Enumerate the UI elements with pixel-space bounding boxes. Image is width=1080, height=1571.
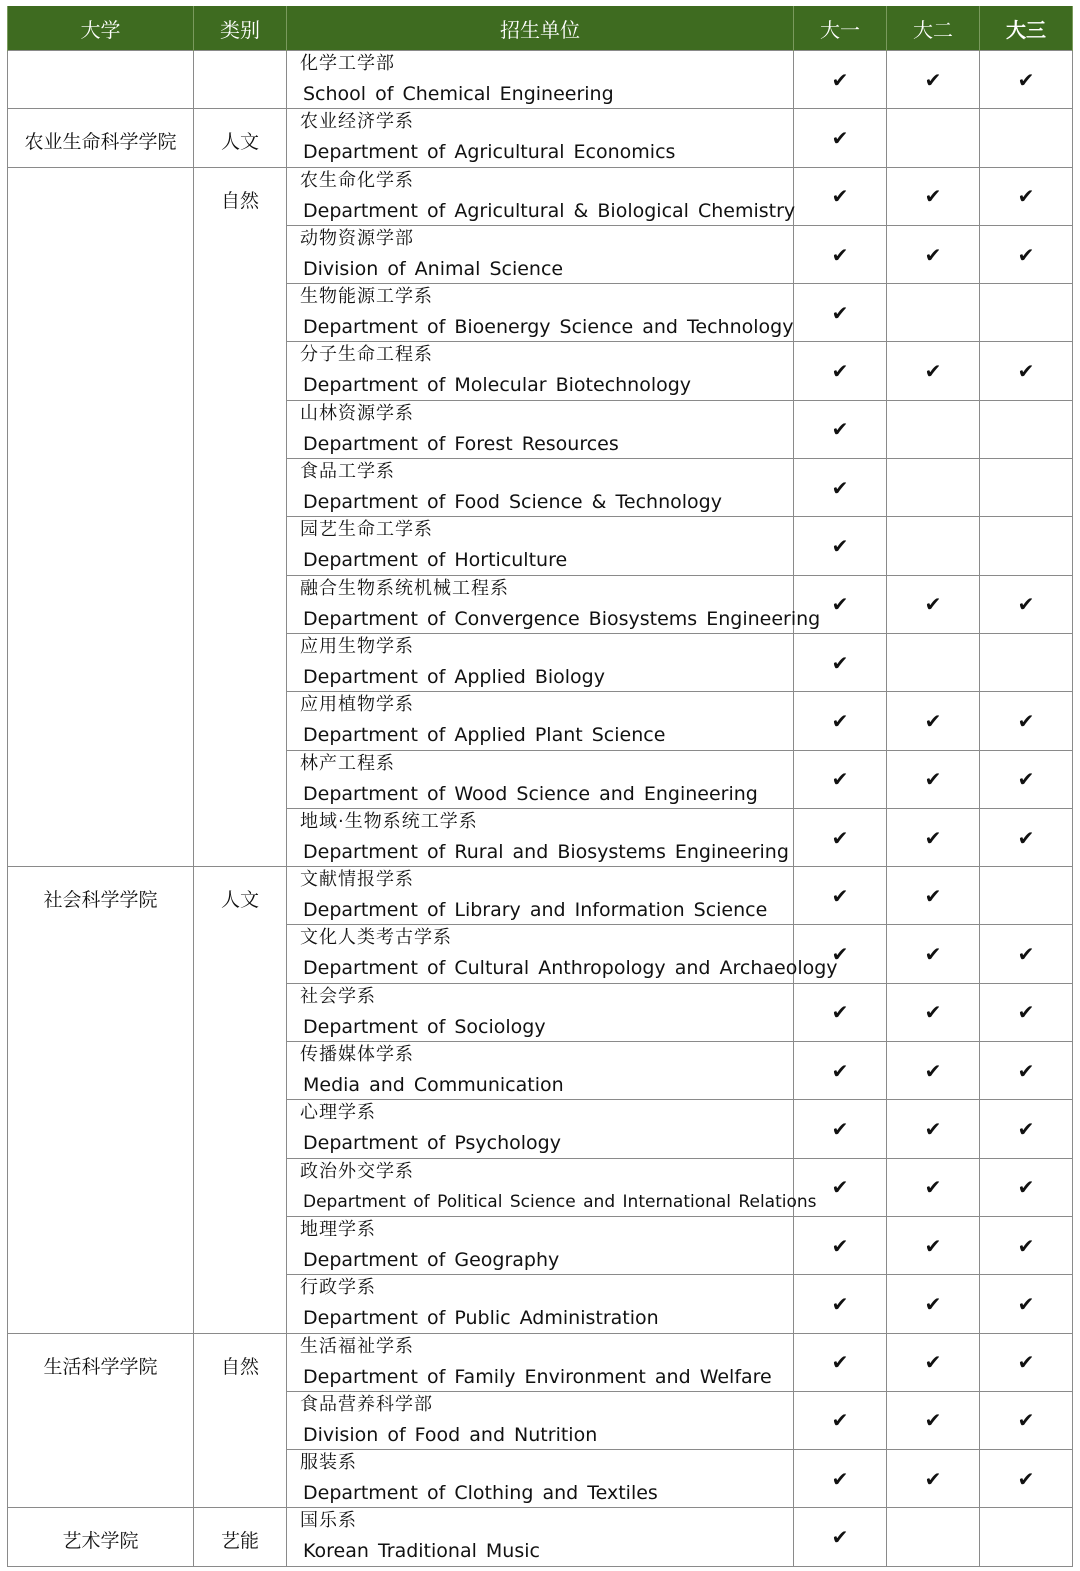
unit-name-en: Division of Food and Nutrition — [303, 1423, 598, 1446]
year1-check: ✔ — [794, 1216, 887, 1274]
unit-name-cn: 心理学系 — [300, 1102, 376, 1124]
unit-name-cn: 地理学系 — [300, 1218, 376, 1240]
unit-name-cn: 文化人类考古学系 — [300, 927, 452, 949]
year1-check: ✔ — [794, 1100, 887, 1158]
unit-cell — [287, 1042, 794, 1100]
header-category: 类别 — [194, 6, 287, 51]
category-cell: 人文 — [194, 109, 287, 167]
year3-check: ✔ — [980, 342, 1073, 400]
unit-name-en: Department of Sociology — [303, 1015, 546, 1038]
year2-check: ✔ — [887, 575, 980, 633]
unit-name-cn: 园艺生命工学系 — [300, 519, 433, 541]
year2-check — [887, 633, 980, 691]
year2-check — [887, 1508, 980, 1566]
year3-check — [980, 633, 1073, 691]
unit-cell — [287, 1508, 794, 1566]
table-header — [8, 6, 1073, 51]
unit-name-en: Department of Agricultural & Biological Chemistry — [303, 199, 796, 222]
unit-cell — [287, 867, 794, 925]
unit-name-en: Department of Library and Information Science — [303, 899, 768, 922]
year3-check: ✔ — [980, 1216, 1073, 1274]
unit-name-en: Department of Family Environment and Welfare — [303, 1365, 772, 1388]
unit-name-cn: 地域·生物系统工学系 — [300, 810, 478, 832]
year1-check: ✔ — [794, 633, 887, 691]
year3-check: ✔ — [980, 1158, 1073, 1216]
year2-check: ✔ — [887, 983, 980, 1041]
unit-cell — [287, 225, 794, 283]
year2-check: ✔ — [887, 750, 980, 808]
year1-check: ✔ — [794, 109, 887, 167]
year3-check: ✔ — [980, 1275, 1073, 1333]
year1-check: ✔ — [794, 808, 887, 866]
unit-cell — [287, 459, 794, 517]
year3-check: ✔ — [980, 692, 1073, 750]
unit-cell — [287, 750, 794, 808]
year3-check — [980, 400, 1073, 458]
table-row — [8, 167, 1073, 225]
unit-cell — [287, 51, 794, 109]
year3-check: ✔ — [980, 1391, 1073, 1449]
unit-cell — [287, 633, 794, 691]
table-body — [8, 51, 1073, 1567]
year2-check: ✔ — [887, 167, 980, 225]
year2-check: ✔ — [887, 808, 980, 866]
university-cell: 农业生命科学学院 — [8, 109, 194, 167]
year1-check: ✔ — [794, 867, 887, 925]
year1-check: ✔ — [794, 1275, 887, 1333]
year1-check: ✔ — [794, 1450, 887, 1508]
unit-name-en: Department of Applied Plant Science — [303, 724, 666, 747]
year2-check: ✔ — [887, 925, 980, 983]
year1-check: ✔ — [794, 517, 887, 575]
year2-check: ✔ — [887, 1042, 980, 1100]
year3-check: ✔ — [980, 1042, 1073, 1100]
unit-name-en: Department of Food Science & Technology — [303, 491, 722, 514]
unit-cell — [287, 1158, 817, 1216]
table-row — [8, 867, 1073, 925]
unit-name-cn: 融合生物系统机械工程系 — [300, 577, 509, 599]
year3-check — [980, 1508, 1073, 1566]
year2-check: ✔ — [887, 342, 980, 400]
admissions-table — [7, 6, 1073, 1567]
unit-cell — [287, 109, 794, 167]
category-cell: 自然 — [194, 167, 287, 867]
header-year1: 大一 — [794, 6, 887, 51]
unit-name-cn: 食品营养科学部 — [300, 1393, 433, 1415]
unit-name-cn: 山林资源学系 — [300, 402, 414, 424]
year3-check: ✔ — [980, 983, 1073, 1041]
year3-check — [980, 109, 1073, 167]
unit-cell — [287, 1450, 794, 1508]
unit-name-cn: 分子生命工程系 — [300, 344, 433, 366]
unit-name-cn: 政治外交学系 — [300, 1160, 414, 1182]
table-row — [8, 51, 1073, 109]
category-cell: 艺能 — [194, 1508, 287, 1566]
unit-name-en: School of Chemical Engineering — [303, 83, 614, 105]
year3-check: ✔ — [980, 51, 1073, 109]
unit-name-en: Department of Agricultural Economics — [303, 141, 676, 164]
year2-check: ✔ — [887, 1275, 980, 1333]
unit-cell — [287, 692, 794, 750]
year3-check: ✔ — [980, 1450, 1073, 1508]
unit-name-cn: 文献情报学系 — [300, 869, 414, 891]
unit-name-en: Department of Horticulture — [303, 549, 568, 572]
unit-cell — [287, 1100, 794, 1158]
year3-check — [980, 459, 1073, 517]
header-unit: 招生单位 — [287, 6, 794, 51]
unit-name-en: Department of Geography — [303, 1248, 560, 1271]
year2-check — [887, 284, 980, 342]
unit-name-cn: 社会学系 — [300, 985, 376, 1007]
unit-name-en: Department of Convergence Biosystems Engineering — [303, 607, 821, 630]
unit-name-cn: 服装系 — [300, 1452, 357, 1474]
year2-check: ✔ — [887, 51, 980, 109]
unit-name-cn: 化学工学部 — [300, 53, 395, 74]
unit-cell — [287, 808, 794, 866]
year1-check: ✔ — [794, 1333, 887, 1391]
year2-check — [887, 400, 980, 458]
year2-check: ✔ — [887, 1391, 980, 1449]
unit-name-en: Department of Clothing and Textiles — [303, 1482, 658, 1505]
year3-check — [980, 284, 1073, 342]
year3-check — [980, 517, 1073, 575]
unit-name-en: Department of Molecular Biotechnology — [303, 374, 692, 397]
category-cell: 自然 — [194, 1333, 287, 1508]
category-cell: 人文 — [194, 867, 287, 1333]
unit-name-cn: 国乐系 — [300, 1510, 357, 1532]
year2-check: ✔ — [887, 1450, 980, 1508]
year3-check: ✔ — [980, 225, 1073, 283]
year2-check — [887, 517, 980, 575]
year3-check: ✔ — [980, 1333, 1073, 1391]
unit-name-cn: 行政学系 — [300, 1277, 376, 1299]
year1-check: ✔ — [794, 1042, 887, 1100]
unit-cell — [287, 575, 821, 633]
unit-name-cn: 生物能源工学系 — [300, 286, 433, 308]
year1-check: ✔ — [794, 400, 887, 458]
unit-name-cn: 农业经济学系 — [300, 111, 414, 133]
year3-check: ✔ — [980, 750, 1073, 808]
unit-name-en: Department of Applied Biology — [303, 665, 605, 688]
unit-name-en: Department of Cultural Anthropology and Archaeology — [303, 957, 838, 980]
header-year3: 大三 — [980, 6, 1073, 51]
year1-check: ✔ — [794, 925, 887, 983]
unit-cell — [287, 983, 794, 1041]
unit-cell — [287, 1391, 794, 1449]
unit-cell — [287, 1275, 794, 1333]
unit-cell — [287, 1216, 794, 1274]
year1-check: ✔ — [794, 1158, 887, 1216]
year1-check: ✔ — [794, 575, 887, 633]
unit-name-en: Division of Animal Science — [303, 257, 564, 280]
unit-name-en: Department of Psychology — [303, 1132, 561, 1155]
unit-name-cn: 林产工程系 — [300, 752, 395, 774]
unit-name-en: Department of Bioenergy Science and Technology — [303, 316, 794, 339]
year2-check: ✔ — [887, 1216, 980, 1274]
unit-cell — [287, 400, 794, 458]
university-cell: 艺术学院 — [8, 1508, 194, 1566]
unit-name-cn: 动物资源学部 — [300, 227, 414, 249]
year1-check: ✔ — [794, 983, 887, 1041]
unit-name-cn: 生活福祉学系 — [300, 1335, 414, 1357]
year2-check: ✔ — [887, 1100, 980, 1158]
university-cell: 社会科学学院 — [8, 867, 194, 1333]
year2-check: ✔ — [887, 867, 980, 925]
admissions-table-container — [7, 6, 1072, 1567]
year1-check: ✔ — [794, 51, 887, 109]
table-row — [8, 1508, 1073, 1566]
year2-check — [887, 109, 980, 167]
year1-check: ✔ — [794, 342, 887, 400]
unit-name-en: Department of Forest Resources — [303, 432, 619, 455]
year2-check — [887, 459, 980, 517]
unit-name-en: Department of Wood Science and Engineering — [303, 782, 758, 805]
unit-cell — [287, 1333, 794, 1391]
unit-cell — [287, 925, 838, 983]
year3-check: ✔ — [980, 575, 1073, 633]
year2-check: ✔ — [887, 225, 980, 283]
table-row — [8, 109, 1073, 167]
year3-check: ✔ — [980, 808, 1073, 866]
year3-check: ✔ — [980, 167, 1073, 225]
table-row — [8, 1333, 1073, 1391]
year1-check: ✔ — [794, 167, 887, 225]
year1-check: ✔ — [794, 225, 887, 283]
year1-check: ✔ — [794, 1508, 887, 1566]
university-cell — [8, 167, 194, 867]
category-cell — [194, 51, 287, 109]
year2-check: ✔ — [887, 692, 980, 750]
unit-cell — [287, 517, 794, 575]
unit-name-en: Department of Rural and Biosystems Engineering — [303, 840, 789, 863]
header-year2: 大二 — [887, 6, 980, 51]
unit-name-en: Department of Public Administration — [303, 1307, 659, 1330]
year3-check: ✔ — [980, 1100, 1073, 1158]
unit-name-cn: 应用生物学系 — [300, 635, 414, 657]
unit-cell — [287, 284, 794, 342]
unit-cell — [287, 342, 794, 400]
unit-name-en: Korean Traditional Music — [303, 1540, 540, 1563]
unit-cell — [287, 167, 794, 225]
unit-name-cn: 农生命化学系 — [300, 169, 414, 191]
header-university: 大学 — [8, 6, 194, 51]
university-cell: 生活科学学院 — [8, 1333, 194, 1508]
year2-check: ✔ — [887, 1333, 980, 1391]
year1-check: ✔ — [794, 284, 887, 342]
university-cell — [8, 51, 194, 109]
year1-check: ✔ — [794, 459, 887, 517]
year1-check: ✔ — [794, 1391, 887, 1449]
year3-check — [980, 867, 1073, 925]
year3-check: ✔ — [980, 925, 1073, 983]
unit-name-en: Media and Communication — [303, 1074, 564, 1097]
unit-name-cn: 食品工学系 — [300, 461, 395, 483]
year1-check: ✔ — [794, 692, 887, 750]
unit-name-en: Department of Political Science and International Relations — [303, 1191, 817, 1212]
year2-check: ✔ — [887, 1158, 980, 1216]
unit-name-cn: 应用植物学系 — [300, 694, 414, 716]
year1-check: ✔ — [794, 750, 887, 808]
unit-name-cn: 传播媒体学系 — [300, 1044, 414, 1066]
